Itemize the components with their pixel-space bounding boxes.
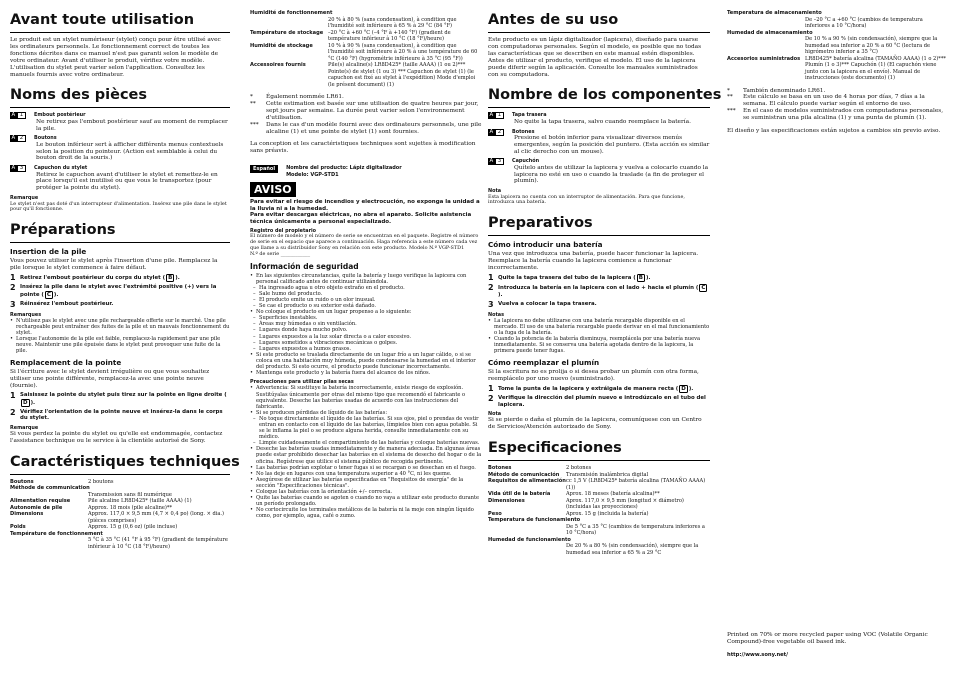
spec-key: Humidité de stockage: [250, 42, 313, 49]
bullet-item: • N'utilisez pas le stylet avec une pile rechargeable offerte sur le marché. Une pile rechargeable peut entraîner des fuites de la pile et un mauvais fonctionnement du stylet.: [10, 318, 230, 336]
step-text: Saisissez la pointe du stylet puis tirez sur la pointe en ligne droite (: [20, 391, 227, 398]
spec-value: cc 1,5 V (LR8D425* batería alcalina (TAMAÑO AAAA) (1)): [566, 478, 706, 491]
spec-value: Approx. 18 mois (pile alcaline)**: [88, 504, 173, 511]
spec-key: Requisitos de alimentación: [488, 478, 566, 485]
spec-value: Transmission sans fil numérique: [88, 491, 172, 498]
step-number: 2: [10, 282, 16, 292]
ref-letter: A: [11, 135, 16, 142]
column-french-1: [10, 12, 240, 550]
bullet-item: • Cuando la potencia de la batería disminuya, reemplácela por una batería nueva inmediatamente. Si se conserva una batería agotada dentro de la lapicera, la primera puede tener fugas.: [488, 336, 710, 354]
spec-row: [250, 17, 482, 30]
spec-table-fr-cont: [250, 10, 482, 88]
before-use-text-fr: Le produit est un stylet numériseur (stylet) conçu pour être utilisé avec les ordinateurs personnels. Le fonctionnement correct de toutes les fonctions décrites dans ce manuel n'est pas garanti selon le modèle de votre ordinateur. Avant d'utiliser le produit, vérifiez votre modèle. L'utilisation du stylet peut varier selon l'application. Consultez les manuels fournis avec votre ordinateur.: [10, 37, 221, 78]
footnote: [727, 108, 949, 122]
spec-value: Aprox. 117,0 × 9,5 mm (longitud × diámetro) (incluidas las proyecciones): [566, 497, 684, 511]
footnotes-es: [727, 88, 949, 123]
step-text: Vuelva a colocar la tapa trasera.: [498, 300, 597, 307]
bullet-item: • La lapicera no debe utilizarse con una batería recargable disponible en el mercado. El uso de una batería recargable puede derivar en el mal funcionamiento o la fuga de la batería.: [488, 318, 710, 336]
step-end: ).: [30, 399, 36, 406]
product-name-es: Nombre del producto: Lápiz digitalizador: [286, 165, 402, 172]
heading-tip-es: Cómo reemplazar el plumín: [488, 358, 600, 368]
spec-key: Método de comunicación: [488, 471, 560, 478]
spec-key: Boutons: [10, 478, 34, 485]
heading-parts-fr: Noms des pièces: [10, 87, 230, 108]
tip-text-es: Si la escritura no es prolija o si desea probar un plumín con otra forma, reemplácelo por uno nuevo (suministrado).: [488, 369, 699, 383]
spec-table-es-cont: [727, 10, 949, 82]
nota-label: Nota: [488, 188, 502, 195]
precautions-list-es: [250, 385, 482, 519]
step-item: [10, 274, 230, 282]
step-number: 1: [10, 390, 16, 400]
bullet-item: – Superficies inestables.: [250, 315, 482, 321]
bullet-item: • Coloque las baterías con la orientación +/– correcta.: [250, 489, 482, 495]
footnote-text: En el caso de modelos suministrados con computadoras personales, se suministran una pila alcalina (1) y una punta de plumín (1).: [743, 108, 944, 122]
figure-key-icon: D: [23, 399, 28, 406]
bullet-item: – Lugares donde haya mucho polvo.: [250, 327, 482, 333]
bullet-item: – Se cae el producto o su exterior está dañado.: [250, 303, 482, 309]
spec-key: Dimensions: [10, 511, 44, 518]
footnotes-fr: [250, 94, 482, 135]
step-text-wrap: [20, 392, 230, 407]
part-title: Tapa trasera: [512, 112, 547, 119]
part-text: Quítelo antes de utilizar la lapicera y vuelva a colocarlo cuando la lapicera no esté en uso o cuando la traslade (a fin de proteger el plumín).: [514, 164, 709, 185]
design-note-es: El diseño y las especificaciones están sujetos a cambios sin previo aviso.: [727, 128, 941, 135]
spec-value: De 20 % a 80 % (sin condensación), siempre que la humedad sea inferior a 65 % a 29 °C: [566, 543, 699, 556]
spec-key: Accessoires fournis: [250, 62, 306, 68]
model-es: Modelo: VGP-STD1: [286, 171, 339, 178]
part-ref-label: [10, 135, 34, 142]
spec-value: Aprox. 18 meses (batería alcalina)**: [566, 491, 660, 498]
footnote-mark: **: [250, 100, 256, 107]
spec-row: [250, 43, 482, 63]
step-end: ).: [645, 274, 651, 281]
spec-key: Température de stockage: [250, 29, 324, 36]
step-text: Verifique la dirección del plumín nuevo e introdúzcalo en el tubo del lapicera.: [498, 395, 706, 408]
footnote-text: Cette estimation est basée sur une utilisation de quatre heures par jour, sept jours par semaine. La durée peut varier selon l'environnement d'utilisation.: [266, 100, 479, 121]
bullet-item: • Quite las baterías cuando se agoten o cuando no vaya a utilizar este producto durante un período prolongado.: [250, 495, 482, 507]
part-ref-label: [488, 158, 512, 165]
step-text-wrap: [20, 409, 230, 422]
spec-row: [727, 17, 949, 30]
part-title: Capuchon du stylet: [34, 165, 88, 172]
bullet-item: – Lugares sometidos a vibraciones mecánicas o golpes.: [250, 340, 482, 346]
part-item: [10, 165, 230, 192]
bullet-item: – Lugares expuestos a humos grasos.: [250, 346, 482, 352]
spec-key: [727, 36, 805, 56]
bullet-item: – Limpie cuidadosamente el compartimiento de las baterías y coloque baterías nuevas.: [250, 440, 482, 446]
spec-value: De 5 °C a 35 °C (cambios de temperatura inferiores a 10 °C/hora): [566, 523, 705, 537]
footnote-text: Este cálculo se basa en un uso de 4 horas por días, 7 días a la semana. El cálculo puede variar según el entorno de uso.: [743, 94, 925, 108]
spec-key: Humedad de almacenamiento: [727, 29, 813, 36]
battery-text-fr: Vous pouvez utiliser le stylet après l'insertion d'une pile. Remplacez la pile lorsque le stylet commence à faire défaut.: [10, 258, 218, 271]
heading-battery-precautions: Precauciones para utilizar pilas secas: [250, 379, 354, 386]
battery-notes-es: [488, 318, 710, 355]
footnote: [250, 122, 482, 136]
ref-number: 3: [495, 158, 503, 165]
design-note-fr: La conception et les caractéristiques techniques sont sujettes à modification sans préavis.: [250, 141, 476, 155]
bullet-item: • Si este producto se traslada directamente de un lugar frío a un lugar cálido, o si se coloca en una habitación muy húmeda, puede condensarse la humedad en el interior del producto. Si esto ocurre, el producto puede funcionar incorrectamente.: [250, 352, 482, 370]
heading-safety-es: Información de seguridad: [250, 261, 359, 271]
bullet-item: – Lugares expuestos a la luz solar directa o a calor excesivo.: [250, 334, 482, 340]
owner-text: El número de modelo y el número de serie se encuentran en el paquete. Registre el número de serie en el espacio que aparece a continuación. Haga referencia a este número cada vez que llame a su distribuidor Sony en relación con este producto. Modelo N.º VGP-STD1: [250, 233, 479, 252]
step-item: [488, 301, 710, 309]
spec-key: Temperatura de almacenamiento: [727, 10, 822, 16]
footnote-mark: *: [250, 94, 253, 100]
bullet-item: • No coloque el producto en un lugar propenso a lo siguiente:: [250, 309, 482, 315]
footnote-mark: *: [727, 87, 730, 94]
bullet-item: • Lorsque l'autonomie de la pile est faible, remplacez-la rapidement par une pile neuve. Maintenir une pile épuisée dans le stylet peut provoquer une fuite de la pile.: [10, 336, 230, 354]
note-label: Remarque: [10, 195, 39, 202]
heading-spec-fr: Caractéristiques techniques: [10, 454, 230, 475]
parts-list-es: [488, 112, 710, 185]
spec-key: Botones: [488, 465, 512, 472]
footnote-text: Dans le cas d'un modèle fourni avec des ordinateurs personnels, une pile alcaline (1) et une pointe de stylet (1) sont fournies.: [266, 121, 482, 135]
step-text-wrap: [498, 284, 710, 299]
step-number: 3: [488, 299, 494, 309]
warning-text-2: Para evitar descargas eléctricas, no abra el aparato. Solicite asistencia técnica únicamente a personal especializado.: [250, 212, 472, 225]
figure-key-icon: B: [168, 274, 173, 281]
spec-row: [488, 498, 710, 511]
bullet-item: – No toque directamente el líquido de las baterías. Si sus ojos, piel o prendas de vestir entran en contacto con el líquido de las baterías, límpielos bien con agua potable. Si se le inflama la piel o se produce alguna herida, consulte inmediatamente con su médico.: [250, 416, 482, 440]
part-item: [10, 135, 230, 162]
step-text-wrap: [20, 284, 230, 299]
step-number: 2: [488, 394, 494, 404]
tip-steps-fr: [10, 392, 230, 422]
step-item: [10, 392, 230, 407]
ref-letter: A: [489, 128, 494, 135]
battery-notes-fr: [10, 318, 230, 355]
heading-battery-es: Cómo introducir una batería: [488, 240, 603, 250]
ref-number: 1: [495, 112, 503, 119]
part-text: Retirez le capuchon avant d'utiliser le stylet et remettez-le en place lorsqu'il est inutilisé ou que vous le transportez (pour protéger la pointe du stylet).: [36, 171, 218, 192]
spec-row: [250, 30, 482, 43]
spec-value: De 10 % a 90 % (sin condensación), siempre que la humedad sea inferior a 20 % a 60 °C (lectura de higrómetro inferior a 35 °C): [805, 36, 938, 55]
footnote: [250, 101, 482, 122]
battery-text-es: Una vez que introduzca una batería, puede hacer funcionar la lapicera. Reemplace la batería cuando la lapicera comience a funcionar incorrectamente.: [488, 251, 699, 271]
step-text-wrap: [498, 274, 650, 282]
before-use-text-es: Este producto es un lápiz digitalizador (lapicera), diseñado para usarse con computadoras personales. Según el modelo, es posible que no todas las características que se describen en este manual estén disponibles. Antes de utilizar el producto, verifique el modelo. El uso de la lapicera puede diferir según la aplicación. Consulte los manuales suministrados con su computadora.: [488, 37, 702, 78]
part-text: Le bouton inférieur sert à afficher différents menus contextuels selon la position du pointeur. (Action est semblable à celui du bouton droit de la souris.): [36, 141, 224, 162]
spec-value: Pile(s) alcaline(s) LR8D425* (taille AAAA) (1 ou 2)*** Pointe(s) de stylet (1 ou 3) *** Capuchon de stylet (1) (le capuchon est fixé au stylet à l'expédition) Mode d'emploi (le présent document) (1): [328, 62, 476, 88]
heading-parts-es: Nombre de los componentes: [488, 87, 710, 108]
heading-prep-es: Preparativos: [488, 215, 710, 236]
spec-value: 10 % à 90 % (sans condensation), à condition que l'humidité soit inférieure à 20 % à une température de 60 °C (140 °F) (hygrométrie inférieure à 35 °C (95 °F)): [328, 42, 478, 62]
spec-key: Humidité de fonctionnement: [250, 10, 333, 16]
step-text-wrap: [498, 301, 597, 309]
part-ref-label: [10, 112, 34, 119]
step-text: Réinsérez l'embout postérieur.: [20, 300, 114, 307]
ref-number: 3: [17, 165, 25, 172]
step-item: [488, 284, 710, 299]
spec-row: [488, 524, 710, 537]
figure-key-icon: C: [701, 284, 706, 291]
step-end: ).: [175, 274, 180, 281]
spec-value: Approx. 117,0 × 9,5 mm (4,7 × 0,4 po) (long. × dia.) (pièces comprises): [88, 511, 225, 524]
part-text: Ne retirez pas l'embout postérieur sauf au moment de remplacer la pile.: [36, 118, 228, 132]
bullet-item: • En las siguientes circunstancias, quite la batería y luego verifique la lapicera con personal calificado antes de continuar utilizándola.: [250, 273, 482, 285]
part-content: [512, 158, 710, 185]
step-text: Retirez l'embout postérieur du corps du stylet (: [20, 274, 166, 281]
spec-key: Accesorios suministrados: [727, 55, 801, 62]
step-text: Insérez la pile dans le stylet avec l'extrémité positive (+) vers la pointe (: [20, 283, 217, 298]
step-item: [10, 409, 230, 422]
step-text: Introduzca la batería en la lapicera con el lado + hacia el plumín (: [498, 284, 699, 291]
column-french-2: [250, 10, 482, 520]
part-title: Embout postérieur: [34, 112, 86, 119]
step-text: Vérifiez l'orientation de la pointe neuve et insérez-la dans le corps du stylet.: [20, 408, 223, 422]
heading-tip-fr: Remplacement de la pointe: [10, 358, 122, 368]
sony-url-link[interactable]: http://www.sony.net/: [727, 651, 789, 658]
part-ref-label: [488, 112, 512, 119]
spec-key: [488, 524, 566, 537]
tip-text-fr: Si l'écriture avec le stylet devient irrégulière ou que vous souhaitez utiliser une pointe différente, remplacez-la avec une pointe neuve (fournie).: [10, 369, 210, 390]
spec-key: [488, 543, 566, 556]
bullet-item: – Ha ingresado agua u otro objeto extraño en el producto.: [250, 285, 482, 291]
step-item: [488, 385, 710, 393]
part-item: [488, 158, 710, 185]
step-text: Quite la tapa trasera del tubo de la lapicera (: [498, 274, 636, 281]
part-content: [512, 129, 710, 156]
spec-table-es: [488, 465, 710, 556]
bullet-item: • Mantenga este producto y la batería fuera del alcance de los niños.: [250, 370, 482, 376]
bullet-item: • No las deje en lugares con una temperatura superior a 40 °C, ni les queme.: [250, 471, 482, 477]
step-text-wrap: [20, 301, 113, 309]
column-spanish-2: [727, 10, 949, 658]
safety-list-es: [250, 273, 482, 377]
spec-row: [727, 36, 949, 56]
step-end: ).: [53, 291, 59, 298]
footnote: [250, 94, 482, 101]
step-end: ).: [688, 386, 694, 393]
spec-row: [250, 62, 482, 88]
ref-letter: A: [489, 112, 494, 119]
spec-key: Temperatura de funcionamiento: [488, 517, 581, 524]
figure-key-icon: C: [46, 291, 51, 298]
part-content: [34, 135, 230, 162]
part-text: No quite la tapa trasera, salvo cuando reemplace la batería.: [514, 118, 691, 125]
battery-steps-es: [488, 274, 710, 309]
spec-key: Dimensiones: [488, 497, 525, 504]
ref-number: 2: [495, 129, 503, 136]
part-title: Botones: [512, 128, 535, 135]
ref-letter: A: [11, 165, 16, 172]
part-content: [512, 112, 710, 125]
note-label: Remarque: [10, 424, 39, 431]
spec-row: [488, 478, 710, 491]
bullet-item: – El producto emite un ruido o un olor inusual.: [250, 297, 482, 303]
tip-note-es: Si se pierde o daña el plumín de la lapicera, comuníquese con un Centro de Servicios/Atención autorizado de Sony.: [488, 417, 702, 431]
bullet-item: • Las baterías podrían explotar o tener fugas si se recargan o se desechan en el fuego.: [250, 465, 482, 471]
product-header-es: [250, 165, 482, 178]
spec-value: Transmisión inalámbrica digital: [566, 471, 649, 478]
heading-prep-fr: Préparations: [10, 222, 230, 243]
serial-line: N.º de serie ____________: [250, 250, 311, 257]
spec-row: [488, 543, 710, 556]
step-text-wrap: [498, 385, 693, 393]
tip-note-fr: Si vous perdez la pointe du stylet ou qu'elle est endommagée, contactez l'assistance technique ou le service à la clientèle autorisé de Sony.: [10, 430, 223, 444]
recycle-note: Printed on 70% or more recycled paper using VOC (Volatile Organic Compound)-free vegetable oil based ink.: [727, 632, 928, 645]
spec-value: Aprox. 15 g (incluida la batería): [566, 510, 649, 517]
nota-label: Nota: [488, 411, 502, 418]
step-item: [10, 284, 230, 299]
part-title: Boutons: [34, 135, 57, 142]
footnote-text: También denominado LR61.: [743, 87, 826, 94]
spec-value: Approx. 15 g (0,6 oz) (pile incluse): [88, 524, 178, 531]
column-spanish-1: [488, 12, 722, 556]
part-text: Presione el botón inferior para visualizar diversos menús emergentes, según la posición del puntero. (Esta acción es similar al clic derecho con un mouse).: [514, 134, 710, 155]
spec-value: 2 boutons: [88, 478, 114, 485]
ref-number: 2: [17, 135, 25, 142]
spec-value: Pile alcaline LR8D425* (taille AAAA) (1): [88, 498, 192, 505]
tip-steps-es: [488, 385, 710, 408]
step-end: ).: [498, 291, 503, 298]
bullet-item: • Advertencia: Si sustituye la batería incorrectamente, existe riesgo de explosión. Sustitúyalas únicamente por otras del mismo tipo que recomendó el fabricante o equivalente. Deseche las baterías usadas de acuerdo con las instrucciones del fabricante.: [250, 385, 482, 409]
notas-label: Notas: [488, 311, 505, 318]
part-item: [488, 112, 710, 125]
step-number: 1: [488, 384, 494, 394]
spec-table-fr: [10, 479, 230, 551]
spec-value: 2 botones: [566, 465, 592, 472]
ref-letter: A: [11, 112, 16, 119]
spec-key: Méthode de communication: [10, 485, 90, 492]
bullet-item: • Si se producen pérdidas de líquido de las baterías:: [250, 410, 482, 416]
step-number: 3: [10, 299, 16, 309]
bullet-item: – Áreas muy húmedas o sin ventilación.: [250, 321, 482, 327]
spec-value: 20 % à 80 % (sans condensation), à condition que l'humidité soit inférieure à 65 % à 29 °C (84 °F): [328, 16, 457, 29]
spec-row: [10, 537, 230, 550]
spec-value: –20 °C à +60 °C (–4 °F à +140 °F) (gradient de température inférieur à 10 °C (18 °F)/heure): [328, 29, 451, 42]
heading-spec-es: Especificaciones: [488, 440, 710, 461]
part-item: [488, 129, 710, 156]
part-content: [34, 112, 230, 132]
battery-steps-fr: [10, 274, 230, 309]
step-text: Tome la punta de la lapicera y extráigala de manera recta (: [498, 386, 679, 393]
step-number: 2: [488, 282, 494, 292]
footnote-text: Également nommée LR61.: [266, 94, 344, 100]
figure-key-icon: D: [681, 386, 686, 393]
part-ref-label: [488, 129, 512, 136]
spec-row: [10, 511, 230, 524]
warning-badge: AVISO: [250, 182, 296, 197]
heading-before-use-fr: Avant toute utilisation: [10, 12, 230, 33]
figure-key-icon: B: [638, 274, 643, 281]
spec-key: Température de fonctionnement: [10, 530, 103, 537]
language-badge: Español: [250, 165, 278, 173]
parts-note-fr: Le stylet n'est pas doté d'un interrupteur d'alimentation. Insérez une pile dans le stylet pour qu'il fonctionne.: [10, 200, 227, 213]
owner-label: Registro del propietario: [250, 228, 317, 235]
step-text-wrap: [498, 395, 710, 408]
bullet-item: – Sale humo del producto.: [250, 291, 482, 297]
spec-key: Vida útil de la batería: [488, 491, 551, 498]
bullet-item: • No cortocircuite los terminales metálicos de la batería ni la moje con ningún líquido como, por ejemplo, agua, café o zumo.: [250, 507, 482, 519]
spec-key: [250, 17, 328, 30]
bullet-item: • Asegúrese de utilizar las baterías especificadas en "Requisitos de energía" de la sección "Especificaciones técnicas".: [250, 477, 482, 489]
spec-row: [727, 56, 949, 82]
spec-key: [727, 17, 805, 30]
step-text-wrap: [20, 274, 180, 282]
footnote-mark: ***: [727, 108, 736, 115]
spec-value: De –20 °C a +60 °C (cambios de temperatura inferiores a 10 °C/hora): [805, 16, 923, 29]
spec-key: Humedad de funcionamiento: [488, 536, 571, 543]
spec-key: Alimentation requise: [10, 498, 71, 505]
spec-key: Poids: [10, 524, 26, 531]
footnote: [727, 94, 949, 108]
spec-key: Autonomie de pile: [10, 504, 63, 511]
warning-text-1: Para evitar el riesgo de incendios y electrocución, no exponga la unidad a la lluvia ni a la humedad.: [250, 199, 480, 212]
ref-letter: A: [489, 158, 494, 165]
step-item: [488, 395, 710, 408]
footnote-mark: ***: [250, 121, 259, 128]
step-number: 2: [10, 407, 16, 417]
footnote-mark: **: [727, 94, 733, 101]
ref-number: 1: [17, 112, 25, 119]
parts-note-es: Esta lapicera no cuenta con un interruptor de alimentación. Para que funcione, introduzca una batería.: [488, 193, 685, 206]
part-title: Capuchón: [512, 158, 540, 165]
step-number: 1: [488, 272, 494, 282]
part-item: [10, 112, 230, 132]
spec-value: LR8D425* batería alcalina (TAMAÑO AAAA) (1 o 2)*** Plumín (1 o 3)*** Capuchón (1) (El capuchón viene junto con la lapicera en el envío). Manual de instrucciones (este documento) (1): [805, 55, 946, 81]
step-number: 1: [10, 272, 16, 282]
spec-value: 5 °C à 35 °C (41 °F à 95 °F) (gradient de température inférieur à 10 °C (18 °F)/heure): [88, 537, 228, 550]
spec-key: Peso: [488, 510, 502, 517]
step-item: [488, 274, 710, 282]
spec-key: [10, 537, 88, 550]
step-item: [10, 301, 230, 309]
heading-battery-fr: Insertion de la pile: [10, 247, 87, 257]
bullet-item: • Deseche las baterías usadas inmediatamente y de manera adecuada. En algunas áreas puede estar prohibido desechar las baterías en el sistema de desecho del hogar o de la oficina. Regístrese que utilice el sistema público de recogida pertinente.: [250, 446, 482, 464]
part-ref-label: [10, 165, 34, 172]
parts-list-fr: [10, 112, 230, 192]
heading-before-use-es: Antes de su uso: [488, 12, 710, 33]
part-content: [34, 165, 230, 192]
notes-label: Remarques: [10, 311, 42, 318]
